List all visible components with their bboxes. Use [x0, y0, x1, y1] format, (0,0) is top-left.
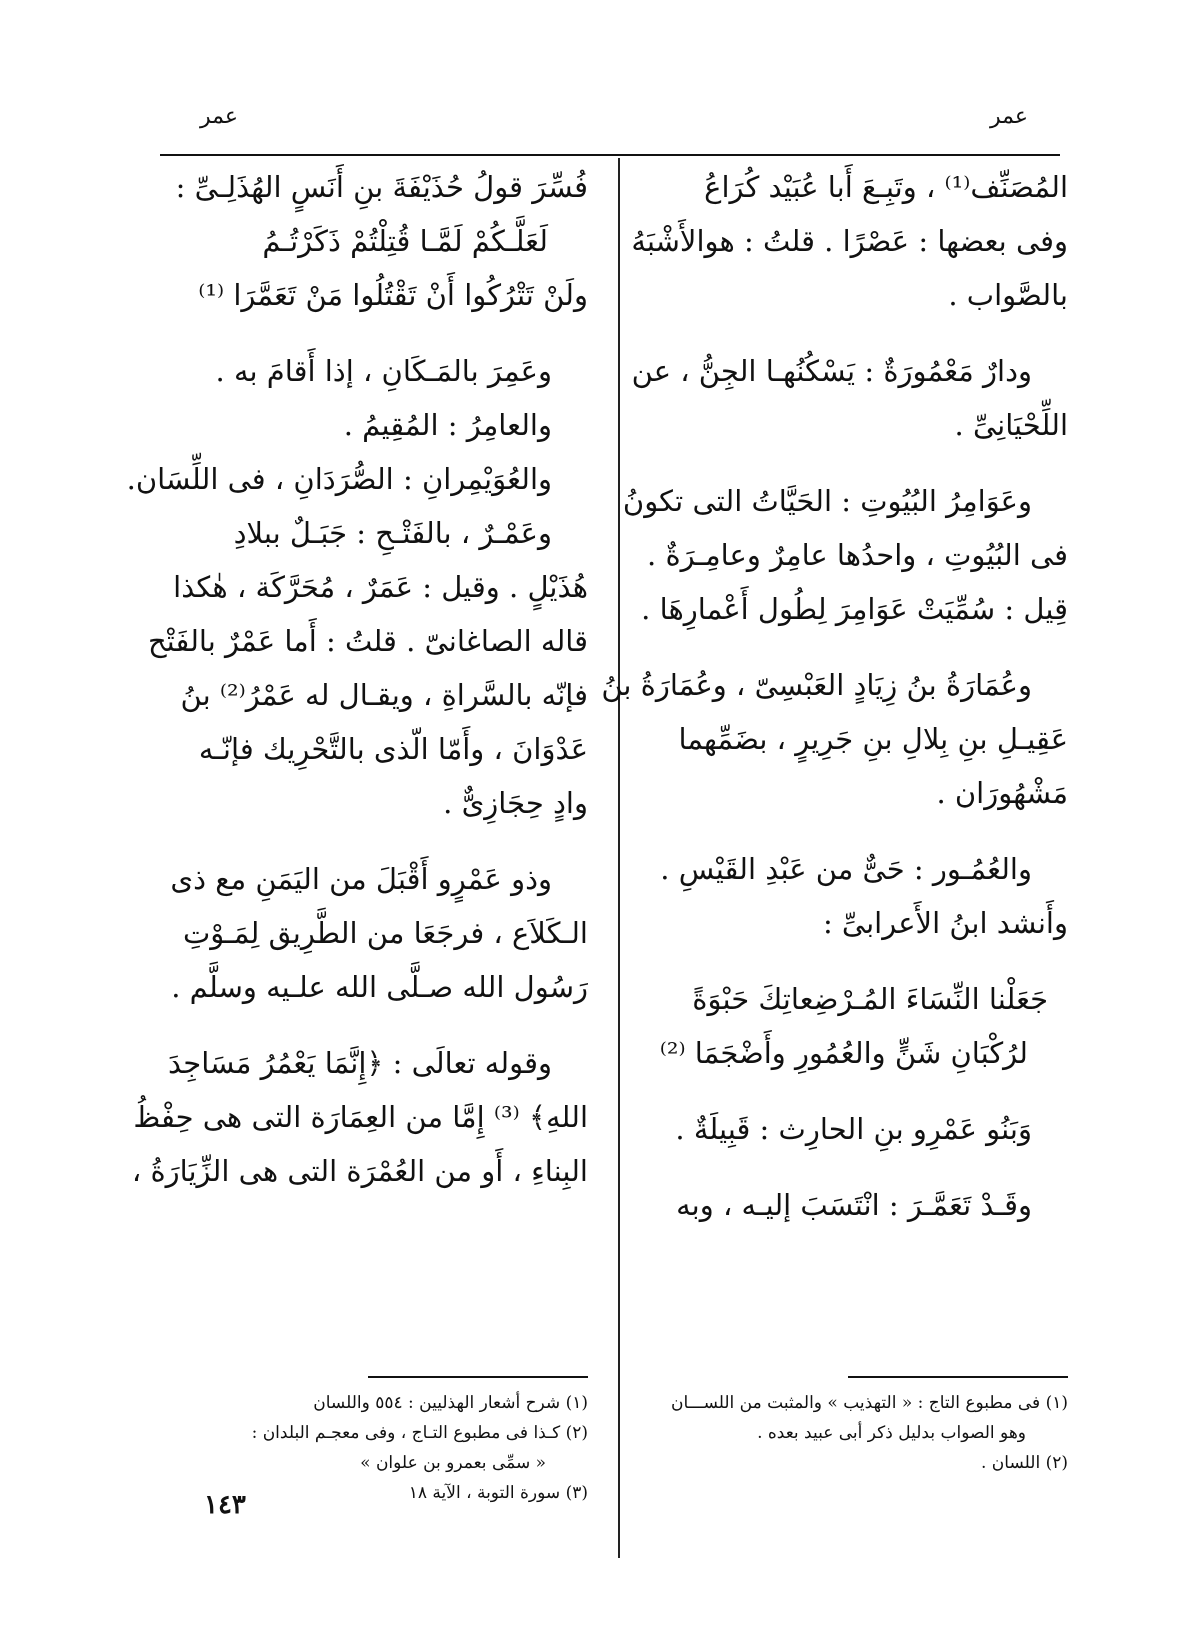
text-line: قاله الصاغانىّ . قلتُ : أَما عَمْرٌ بالفَتْح: [147, 624, 588, 658]
text-line: وعَمْـرٌ ، بالفَتْـحِ : جَبَـلٌ ببلادِ: [233, 516, 552, 550]
text-line: اللهِ﴾ ⁽³⁾ إِمَّا من العِمَارَة التى هى حِفْظُ: [133, 1100, 588, 1134]
text-line: والعامِرُ : المُقِيمُ .: [343, 408, 552, 442]
text-line: البِناءِ ، أَو من العُمْرَة التى هى الزِّيَارَةُ ،: [131, 1154, 588, 1188]
left-column: [126, 160, 588, 1198]
footnote: وهو الصواب بدليل ذكر أبى عبيد بعده .: [757, 1423, 1026, 1443]
text-line: عَقِيـلِ بنِ بِلالِ بنِ جَرِيرٍ ، بضَمِّهما: [678, 722, 1068, 756]
text-line: وادٍ حِجَازِىٌّ .: [443, 786, 588, 820]
text-line: وقوله تعالَى : ﴿إِنَّمَا يَعْمُرُ مَسَاجِدَ: [168, 1046, 552, 1080]
text-line: وأَنشد ابنُ الأَعرابىِّ :: [822, 906, 1068, 940]
text-line: فى البُيُوتِ ، واحدُها عامِرٌ وعامِـرَةٌ .: [647, 538, 1068, 572]
verse-line: لَعَلَّـكُمْ لَمَّـا قُتِلْتُمْ ذَكَرْتُـمُ: [262, 224, 548, 258]
text-line: وعَوَامِرُ البُيُوتِ : الحَيَّاتُ التى تكونُ: [622, 484, 1032, 518]
footnotes-right: [648, 1388, 1068, 1478]
text-line: وعُمَارَةُ بنُ زِيَادٍ العَبْسِىّ ، وعُمَارَةُ بنُ: [601, 668, 1032, 702]
text-line: وفى بعضها : عَصْرًا . قلتُ : هوالأَشْبَهُ: [631, 224, 1068, 258]
footnote: (١) فى مطبوع التاج : « التهذيب » والمثبت من اللســـان: [670, 1393, 1068, 1413]
text-line: ودارٌ مَعْمُورَةٌ : يَسْكُنُهـا الجِنُّ ، عن: [631, 354, 1032, 388]
text-line: وَبَنُو عَمْرِو بنِ الحارِث : قَبِيلَةٌ .: [675, 1112, 1032, 1146]
text-line: فإنّه بالسَّراةِ ، ويقـال له عَمْرُ⁽²⁾ بنُ: [180, 678, 588, 712]
header-rule: [160, 154, 1060, 156]
text-line: المُصَنِّف⁽¹⁾ ، وتَبِـعَ أَبا عُبَيْد كُرَاعُ: [704, 170, 1068, 204]
verse-line: لرُكْبَانِ شَنٍّ والعُمُورِ وأَضْجَمَا ⁽²⁾: [659, 1036, 1028, 1070]
column-divider: [618, 158, 620, 1558]
text-line: والعُوَيْمِرانِ : الصُّرَدَانِ ، فى اللِّسَان.: [126, 462, 552, 496]
verse-line: جَعَلْنا النِّسَاءَ المُـرْضِعاتِكَ حَبْوَةً: [692, 982, 1048, 1016]
text-line: عَدْوَانَ ، وأَمّا الّذى بالتَّحْرِيك فإنّـه: [198, 732, 588, 766]
text-line: مَشْهُورَان .: [936, 776, 1068, 810]
text-line: رَسُول الله صـلَّى الله علـيه وسلَّم .: [171, 970, 588, 1004]
footnote: (١) شرح أشعار الهذليين : ٥٥٤ واللسان: [313, 1393, 588, 1413]
footnote: (٢) كـذا فى مطبوع التـاج ، وفى معجـم البلدان :: [251, 1423, 588, 1443]
verse-line: ولَنْ تَتْرُكُوا أَنْ تَقْتُلُوا مَنْ تَعَمَّرَا ⁽¹⁾: [198, 278, 588, 312]
text-line: والعُمُـور : حَىٌّ من عَبْدِ القَيْسِ .: [660, 852, 1032, 886]
text-line: وعَمِرَ بالمَـكَانِ ، إذا أَقامَ به .: [215, 354, 552, 388]
footnote-rule-right: [848, 1376, 1068, 1378]
right-column: [601, 160, 1068, 1232]
text-line: بالصَّواب .: [948, 278, 1068, 312]
running-header-left: عمر: [200, 104, 238, 129]
footnote: (٢) اللسان .: [981, 1453, 1068, 1473]
text-line: قِيل : سُمِّيَتْ عَوَامِرَ لِطُول أَعْمارِهَا .: [641, 592, 1068, 626]
text-line: فُسِّرَ قولُ حُذَيْفَةَ بنِ أَنَسٍ الهُذَلِـىِّ :: [175, 170, 588, 204]
text-line: هُذَيْلٍ . وقيل : عَمَرٌ ، مُحَرَّكَة ، هٰكذا: [173, 570, 588, 604]
footnote: (٣) سورة التوبة ، الآية ١٨: [408, 1483, 588, 1503]
text-line: وقَـدْ تَعَمَّـرَ : انْتَسَبَ إليـه ، وبه: [676, 1188, 1032, 1222]
footnote: « سمِّى بعمرو بن علوان »: [360, 1453, 546, 1473]
page-number: ١٤٣: [204, 1490, 246, 1520]
running-header-right: عمر: [990, 104, 1028, 129]
text-line: وذو عَمْرٍو أَقْبَلَ من اليَمَنِ مع ذى: [170, 862, 552, 896]
text-line: الـكَلاَع ، فرجَعَا من الطَّرِيق لِمَـوْتِ: [182, 916, 588, 950]
footnote-rule-left: [368, 1376, 588, 1378]
text-line: اللِّحْيَانِىِّ .: [954, 408, 1068, 442]
